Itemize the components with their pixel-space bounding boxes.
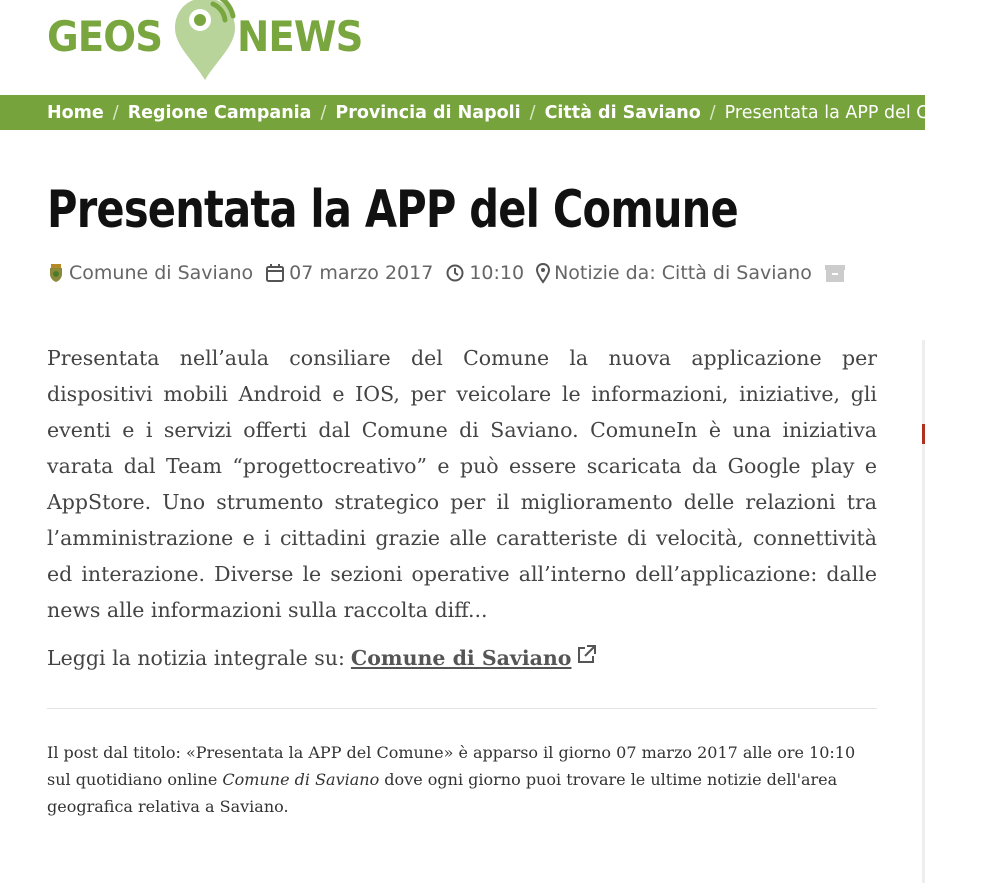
breadcrumb-regione[interactable]: Regione Campania xyxy=(127,102,312,123)
breadcrumb-home[interactable]: Home xyxy=(47,102,104,123)
breadcrumb xyxy=(0,95,989,130)
article-title: Presentata la APP del Comune xyxy=(47,180,738,240)
sidebar-edge-accent xyxy=(922,424,925,444)
breadcrumb-citta[interactable]: Città di Saviano xyxy=(544,102,701,123)
read-more xyxy=(47,644,597,671)
breadcrumb-separator: / xyxy=(709,102,716,123)
article-meta xyxy=(47,262,862,284)
meta-archive[interactable] xyxy=(824,263,850,283)
coat-of-arms-icon xyxy=(47,263,65,283)
logo-text-geos: GEOS xyxy=(47,12,163,61)
read-more-label: Leggi la notizia integrale su: xyxy=(47,645,345,670)
source-link[interactable]: Comune di Saviano xyxy=(350,645,572,670)
footer-source: Comune di Saviano xyxy=(222,770,380,789)
meta-location-label: Notizie da: Città di Saviano xyxy=(554,262,812,284)
calendar-icon xyxy=(265,263,285,283)
clock-icon xyxy=(445,263,465,283)
meta-location[interactable] xyxy=(536,262,812,284)
footer-part1: Il post dal titolo: «Presentata la APP del Comune» è apparso il giorno 07 marzo 2017 alle ore 10:10 sul quotidiano online xyxy=(47,743,856,789)
meta-time xyxy=(445,262,524,284)
map-marker-icon xyxy=(536,263,550,283)
external-link-icon[interactable] xyxy=(575,644,597,671)
article-body: Presentata nell’aula consiliare del Comune la nuova applicazione per dispositivi mobili Android e IOS, per veicolare le informazioni, iniziative, gli eventi e i servizi offerti dal Comune di Saviano. ComuneIn è una iniziativa varata dal Team “progettocreativo” e può essere scaricata da Google play e AppStore. Uno strumento strategico per il miglioramento delle relazioni tra l’amministrazione e i cittadini grazie alle caratteriste di velocità, connettività ed interazione. Diverse le sezioni operative all’interno dell’applicazione: dalle news alle informazioni sulla raccolta diff... xyxy=(47,346,877,622)
sidebar-edge xyxy=(922,340,925,883)
meta-date-label: 07 marzo 2017 xyxy=(289,262,434,284)
breadcrumb-separator: / xyxy=(320,102,327,123)
site-header xyxy=(0,0,925,95)
breadcrumb-separator: / xyxy=(529,102,536,123)
location-pin-icon xyxy=(169,0,241,84)
archive-icon xyxy=(824,263,846,283)
breadcrumb-provincia[interactable]: Provincia di Napoli xyxy=(335,102,521,123)
breadcrumb-separator: / xyxy=(112,102,119,123)
meta-time-label: 10:10 xyxy=(469,262,525,284)
divider xyxy=(47,708,877,709)
meta-source[interactable] xyxy=(47,262,253,284)
meta-date xyxy=(265,262,433,284)
footer-part2: dove ogni giorno puoi trovare le ultime notizie dell'area geografica relativa a Saviano. xyxy=(47,770,838,816)
post-footer-note xyxy=(47,739,877,820)
meta-source-label: Comune di Saviano xyxy=(69,262,254,284)
logo-text-news: NEWS xyxy=(237,12,363,61)
breadcrumb-current: Presentata la APP del Comune xyxy=(724,102,989,123)
